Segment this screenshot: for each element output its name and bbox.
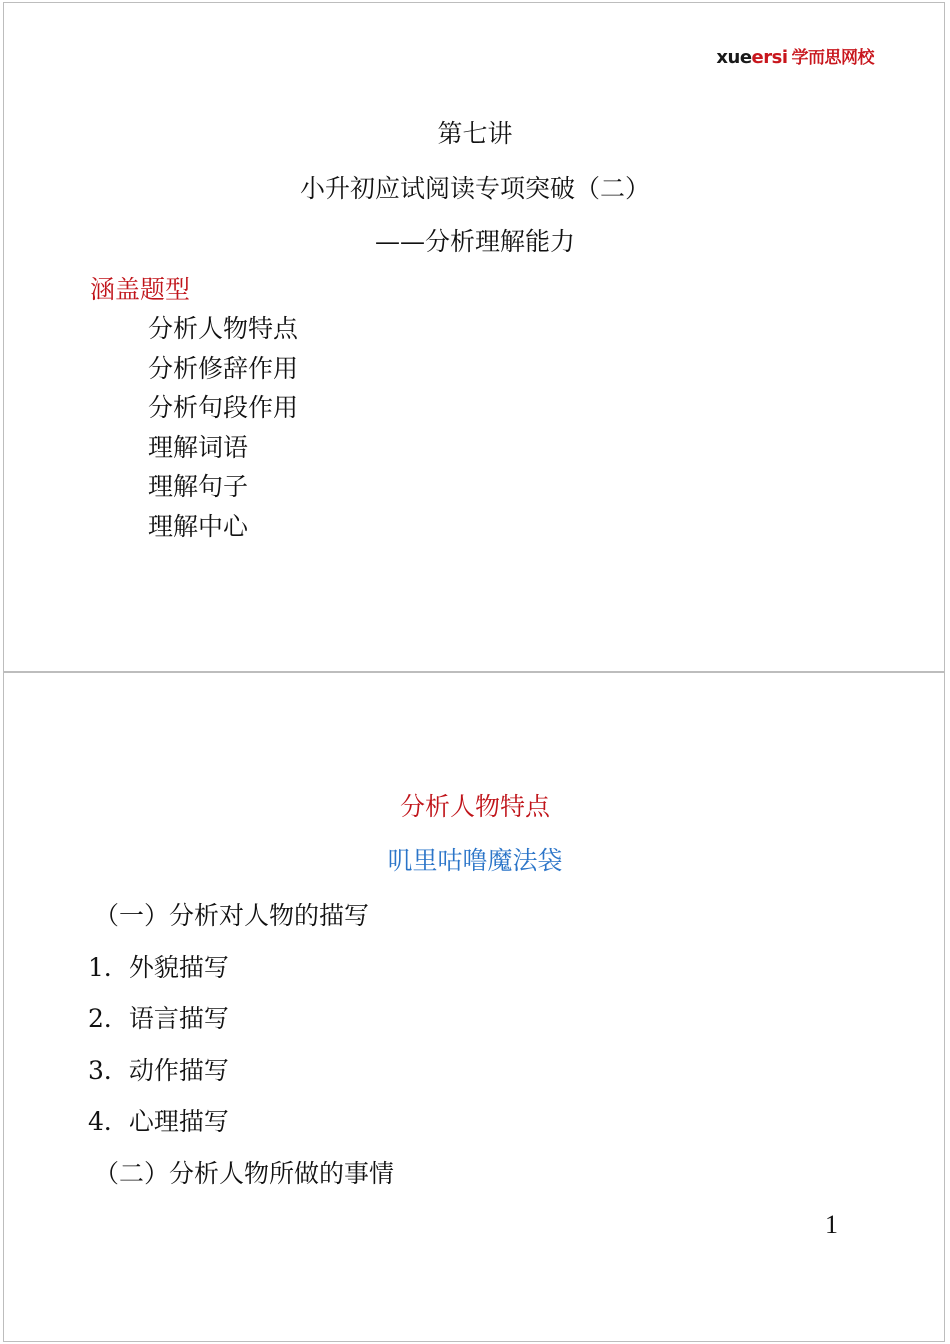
logo-text-red: ersi [751,47,788,68]
topic-item: 理解句子 [148,472,249,501]
section-label: 涵盖题型 [90,275,191,304]
logo-text-cn: 学而思网校 [791,48,874,68]
detail-item: 3．动作描写 [88,1055,229,1085]
detail-item: 1．外貌描写 [88,952,229,982]
brand-logo [716,43,874,68]
lecture-title: 小升初应试阅读专项突破（二） [299,174,650,203]
slide2-heading: 分析人物特点 [399,792,550,821]
detail-item: （二）分析人物所做的事情 [94,1158,395,1188]
page-number: 1 [825,1210,838,1239]
topic-item: 理解中心 [148,511,249,541]
topic-item: 分析人物特点 [148,314,299,343]
topic-item: 分析修辞作用 [148,353,299,383]
detail-item: 2．语言描写 [88,1004,229,1033]
lecture-subtitle: ——分析理解能力 [374,227,575,256]
slide-1 [3,2,945,672]
detail-item: 4．心理描写 [88,1107,229,1136]
topic-item: 分析句段作用 [148,393,299,422]
detail-item: （一）分析对人物的描写 [94,901,370,930]
topic-item: 理解词语 [148,432,249,462]
slide2-subheading: 叽里咕噜魔法袋 [387,846,563,875]
detail-list [88,890,394,1199]
topic-list [148,309,298,546]
lecture-number: 第七讲 [437,119,513,148]
logo-text-dark: xue [716,47,752,68]
